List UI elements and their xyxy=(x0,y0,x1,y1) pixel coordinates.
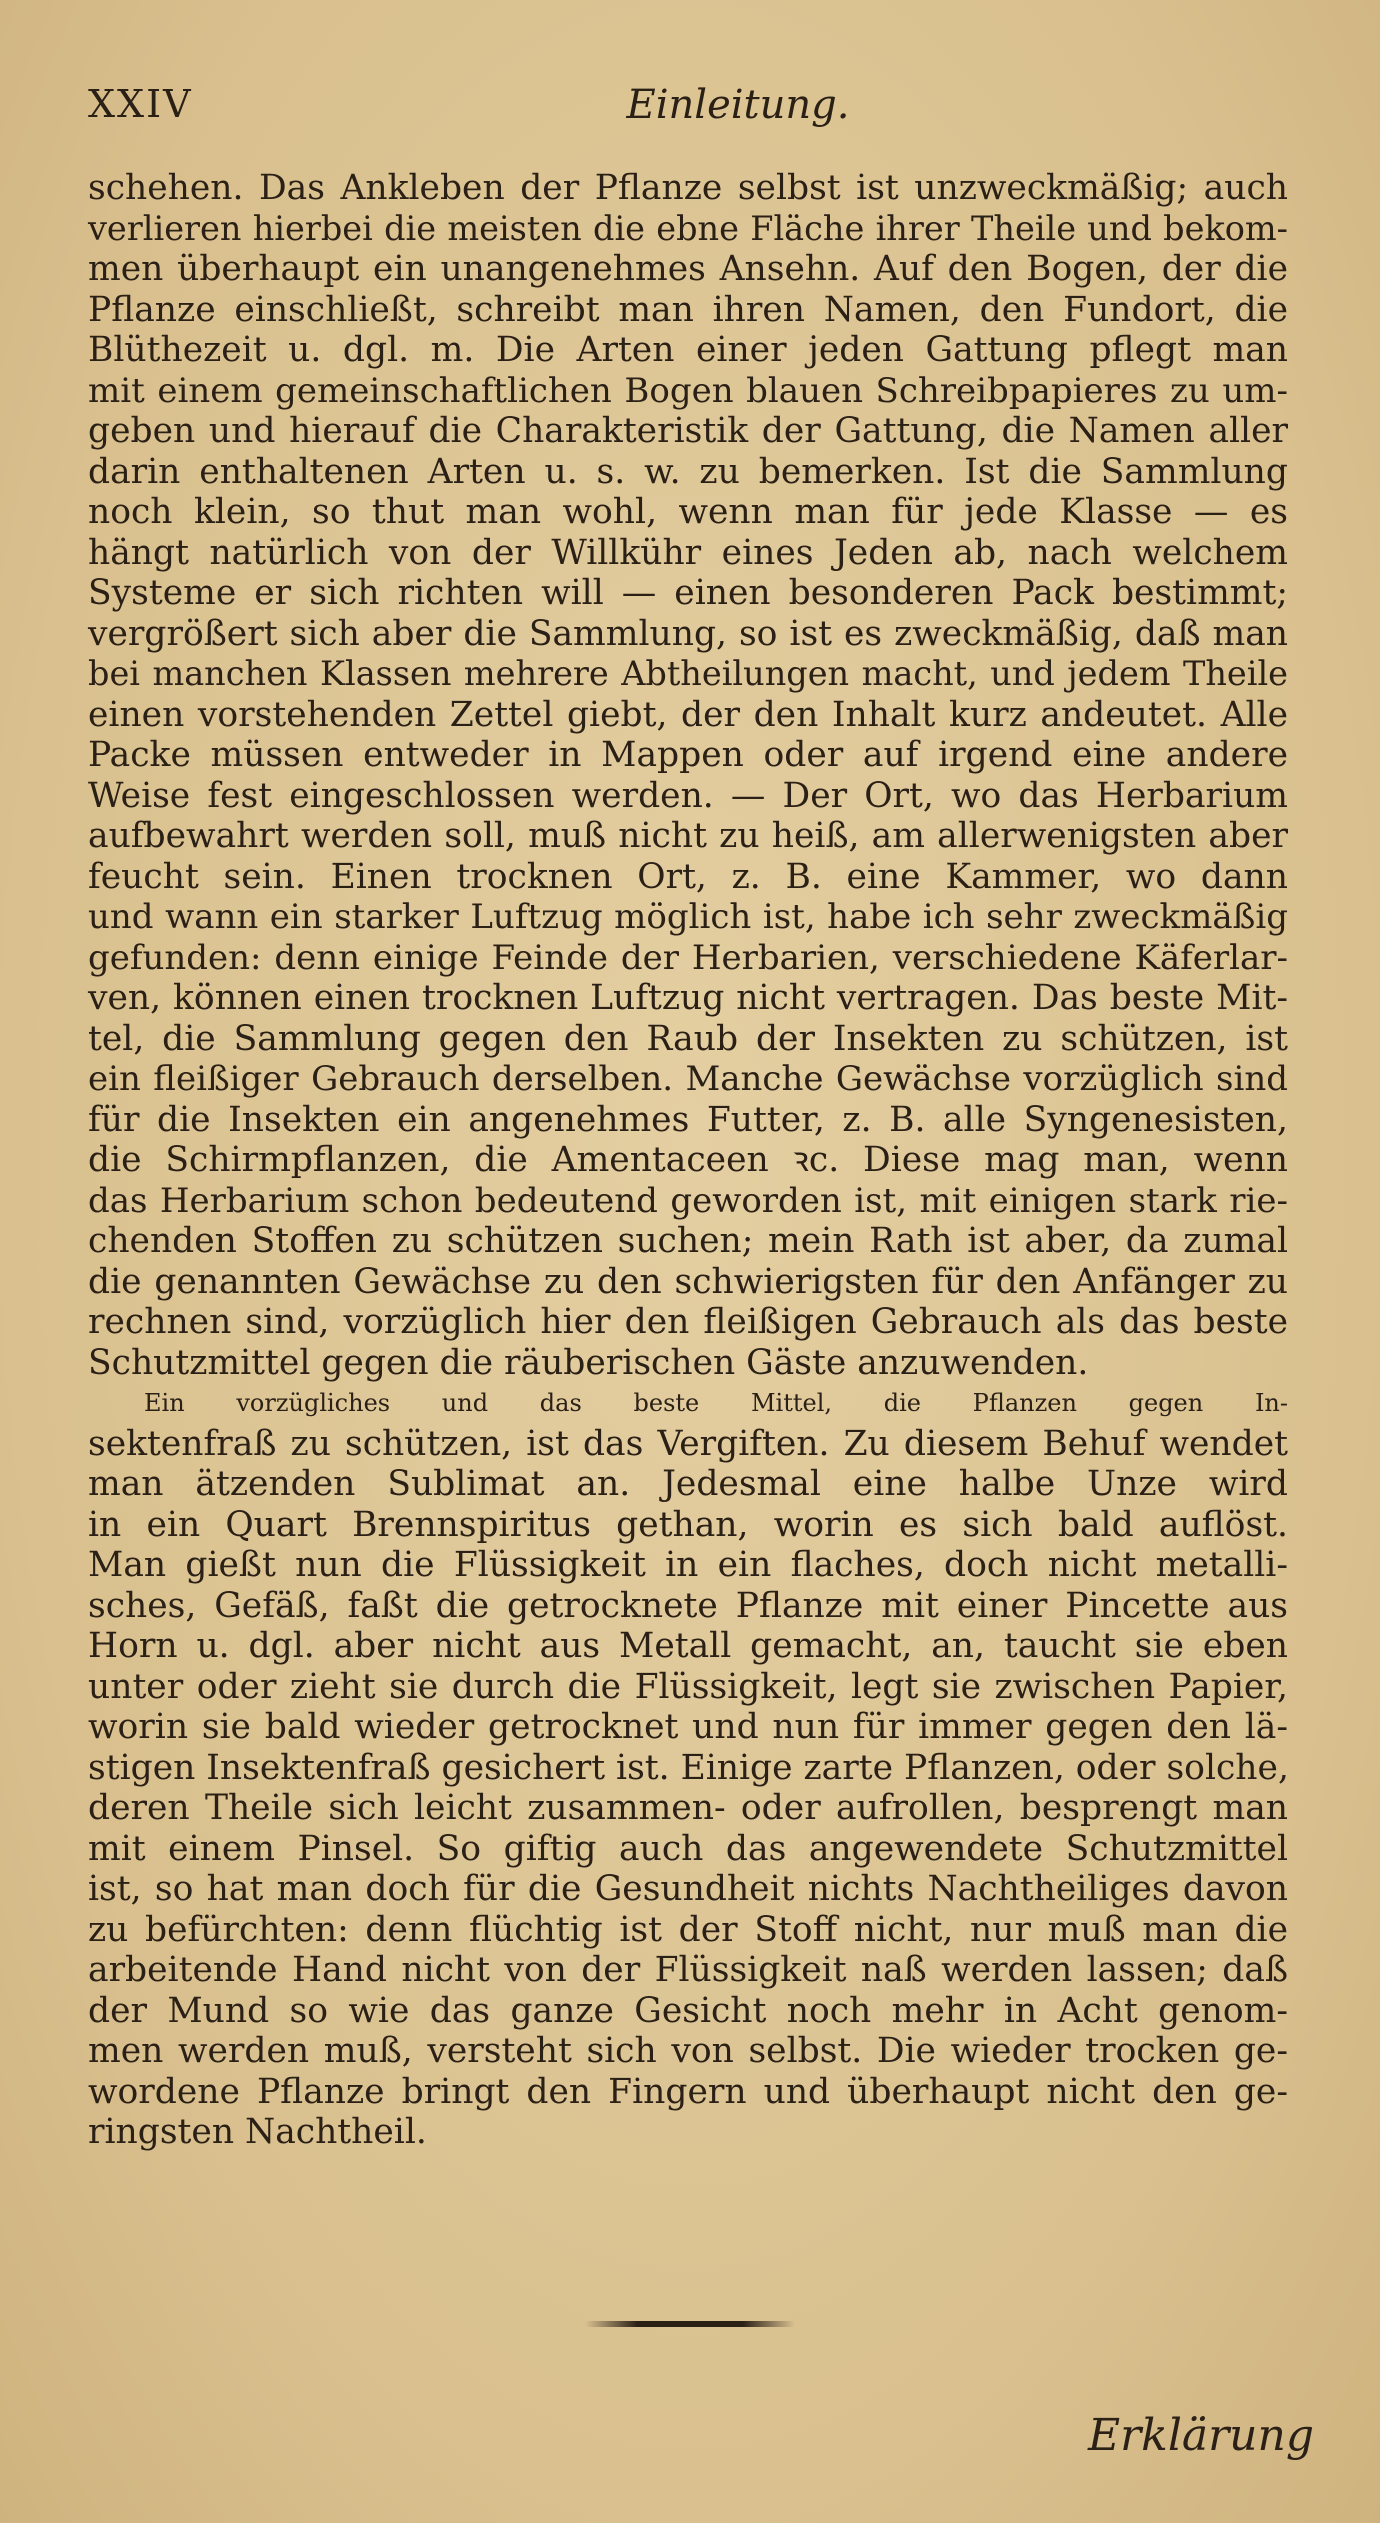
text-line: geben und hierauf die Charakteristik der Gattung, die Namen aller xyxy=(88,411,1288,451)
text-line: Pflanze einschließt, schreibt man ihren Namen, den Fundort, die xyxy=(88,289,1288,330)
paragraph xyxy=(88,168,1288,1383)
page-number: XXIV xyxy=(88,82,193,126)
running-head: Einleitung. xyxy=(626,82,850,128)
text-line: Ein vorzügliches und das beste Mittel, die Pflanzen gegen In- xyxy=(144,1389,1288,1417)
text-line: sches, Gefäß, faßt die getrocknete Pflanze mit einer Pincette aus xyxy=(88,1585,1288,1626)
text-line: einen vorstehenden Zettel giebt, der den Inhalt kurz andeutet. Alle xyxy=(88,694,1288,735)
text-line: das Herbarium schon bedeutend geworden ist, mit einigen stark rie- xyxy=(88,1180,1288,1221)
text-line: worin sie bald wieder getrocknet und nun für immer gegen den lä- xyxy=(88,1707,1288,1747)
text-line: Horn u. dgl. aber nicht aus Metall gemacht, an, taucht sie eben xyxy=(88,1626,1288,1666)
text-line: und wann ein starker Luftzug möglich ist, habe ich sehr zweckmäßig xyxy=(88,897,1288,937)
text-line: unter oder zieht sie durch die Flüssigkeit, legt sie zwischen Papier, xyxy=(88,1666,1288,1707)
text-line: man ätzenden Sublimat an. Jedesmal eine halbe Unze wird xyxy=(88,1464,1288,1504)
text-line: hängt natürlich von der Willkühr eines Jeden ab, nach welchem xyxy=(88,532,1288,573)
paragraphs xyxy=(88,168,1288,2153)
text-line: vergrößert sich aber die Sammlung, so ist es zweckmäßig, daß man xyxy=(88,613,1288,654)
body-text xyxy=(88,168,1288,2153)
text-line: noch klein, so thut man wohl, wenn man für jede Klasse — es xyxy=(88,492,1288,532)
text-line: verlieren hierbei die meisten die ebne Fläche ihrer Theile und bekom- xyxy=(88,208,1288,248)
text-line: wordene Pflanze bringt den Fingern und überhaupt nicht den ge- xyxy=(88,2071,1288,2112)
text-line: darin enthaltenen Arten u. s. w. zu bemerken. Ist die Sammlung xyxy=(88,451,1288,492)
text-line: die Schirmpflanzen, die Amentaceen ꝛc. Diese mag man, wenn xyxy=(88,1140,1288,1180)
page-header xyxy=(88,82,1288,142)
text-line: feucht sein. Einen trocknen Ort, z. B. eine Kammer, wo dann xyxy=(88,856,1288,897)
text-line: aufbewahrt werden soll, muß nicht zu heiß, am allerwenigsten aber xyxy=(88,816,1288,856)
catchword: Erklärung xyxy=(1088,2410,1314,2461)
section-rule xyxy=(585,2321,795,2327)
text-line: die genannten Gewächse zu den schwierigsten für den Anfänger zu xyxy=(88,1261,1288,1302)
text-line: Man gießt nun die Flüssigkeit in ein flaches, doch nicht metalli- xyxy=(88,1545,1288,1585)
text-line: ven, können einen trocknen Luftzug nicht vertragen. Das beste Mit- xyxy=(88,978,1288,1018)
text-line: deren Theile sich leicht zusammen- oder aufrollen, besprengt man xyxy=(88,1788,1288,1828)
text-line: bei manchen Klassen mehrere Abtheilungen macht, und jedem Theile xyxy=(88,654,1288,693)
text-line: schehen. Das Ankleben der Pflanze selbst ist unzweckmäßig; auch xyxy=(88,168,1288,208)
text-line: Systeme er sich richten will — einen besonderen Pack bestimmt; xyxy=(88,573,1288,613)
text-line: mit einem gemeinschaftlichen Bogen blauen Schreibpapieres zu um- xyxy=(88,370,1288,411)
text-line: arbeitende Hand nicht von der Flüssigkeit naß werden lassen; daß xyxy=(88,1950,1288,1990)
text-line: men überhaupt ein unangenehmes Ansehn. Auf den Bogen, der die xyxy=(88,249,1288,289)
text-line: tel, die Sammlung gegen den Raub der Insekten zu schützen, ist xyxy=(88,1018,1288,1059)
text-line: in ein Quart Brennspiritus gethan, worin es sich bald auflöst. xyxy=(88,1504,1288,1545)
text-line: für die Insekten ein angenehmes Futter, z. B. alle Syngenesisten, xyxy=(88,1099,1288,1140)
text-line: Schutzmittel gegen die räuberischen Gäste anzuwenden. xyxy=(88,1342,1089,1383)
text-line: chenden Stoffen zu schützen suchen; mein Rath ist aber, da zumal xyxy=(88,1221,1288,1261)
text-line: ist, so hat man doch für die Gesundheit nichts Nachtheiliges davon xyxy=(88,1869,1288,1909)
text-line: Blüthezeit u. dgl. m. Die Arten einer jeden Gattung pflegt man xyxy=(88,330,1288,370)
text-line: der Mund so wie das ganze Gesicht noch mehr in Acht genom- xyxy=(88,1990,1288,2031)
text-line: Weise fest eingeschlossen werden. — Der Ort, wo das Herbarium xyxy=(88,775,1288,816)
paragraph xyxy=(88,1383,1288,2153)
text-line: gefunden: denn einige Feinde der Herbarien, verschiedene Käferlar- xyxy=(88,937,1288,978)
text-line: zu befürchten: denn flüchtig ist der Stoff nicht, nur muß man die xyxy=(88,1909,1288,1950)
text-line: rechnen sind, vorzüglich hier den fleißigen Gebrauch als das beste xyxy=(88,1302,1288,1342)
text-line: ringsten Nachtheil. xyxy=(88,2112,427,2152)
text-line: men werden muß, versteht sich von selbst. Die wieder trocken ge- xyxy=(88,2031,1288,2071)
text-line: Packe müssen entweder in Mappen oder auf irgend eine andere xyxy=(88,735,1288,775)
text-line: mit einem Pinsel. So giftig auch das angewendete Schutzmittel xyxy=(88,1828,1288,1869)
text-line: ein fleißiger Gebrauch derselben. Manche Gewächse vorzüglich sind xyxy=(88,1059,1288,1099)
text-line: sektenfraß zu schützen, ist das Vergiften. Zu diesem Behuf wendet xyxy=(88,1423,1288,1464)
text-line: stigen Insektenfraß gesichert ist. Einige zarte Pflanzen, oder solche, xyxy=(88,1747,1289,1788)
